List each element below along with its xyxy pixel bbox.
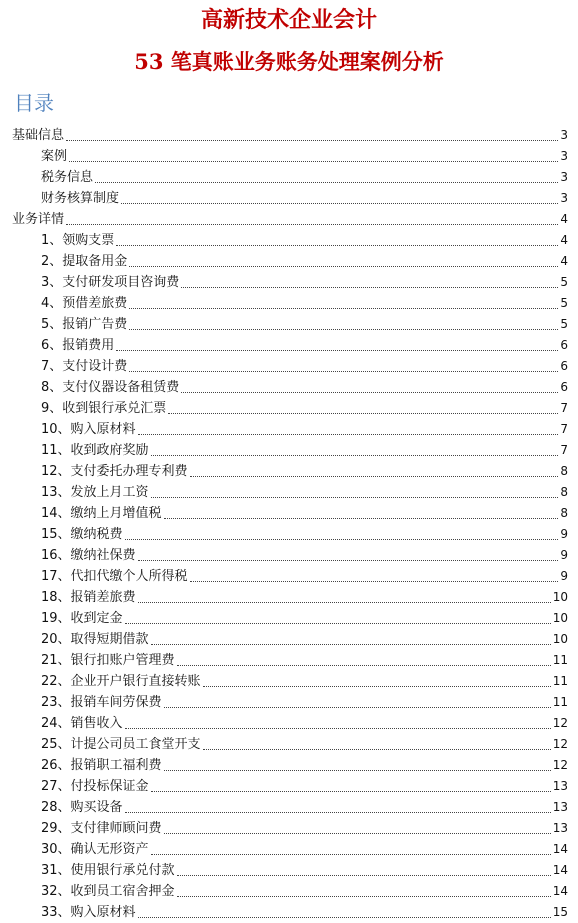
toc-entry[interactable] xyxy=(12,566,568,587)
toc-entry-label: 2、提取备用金 xyxy=(41,254,128,269)
toc-dot-leader xyxy=(66,224,558,225)
toc-dot-leader xyxy=(164,770,551,771)
toc-entry-label: 13、发放上月工资 xyxy=(41,485,149,500)
toc-entry-label: 9、收到银行承兑汇票 xyxy=(41,401,167,416)
toc-dot-leader xyxy=(151,791,551,792)
toc-dot-leader xyxy=(125,539,559,540)
toc-entry[interactable] xyxy=(12,272,568,293)
toc-dot-leader xyxy=(138,602,551,603)
toc-entry-page-number: 3 xyxy=(560,128,568,142)
toc-dot-leader xyxy=(129,371,558,372)
toc-entry-label: 26、报销职工福利费 xyxy=(41,758,162,773)
toc-entry-page-number: 13 xyxy=(552,779,568,793)
toc-entry-label: 31、使用银行承兑付款 xyxy=(41,863,175,878)
toc-entry-page-number: 4 xyxy=(560,212,568,226)
toc-dot-leader xyxy=(125,728,551,729)
toc-entry[interactable] xyxy=(12,881,568,902)
toc-entry-page-number: 3 xyxy=(560,149,568,163)
toc-entry-page-number: 11 xyxy=(552,695,568,709)
toc-entry-page-number: 7 xyxy=(560,443,568,457)
toc-dot-leader xyxy=(116,245,558,246)
toc-entry-page-number: 10 xyxy=(552,611,568,625)
toc-dot-leader xyxy=(151,644,551,645)
toc-entry-page-number: 7 xyxy=(560,401,568,415)
toc-entry-label: 4、预借差旅费 xyxy=(41,296,128,311)
toc-entry[interactable] xyxy=(12,545,568,566)
toc-entry[interactable] xyxy=(12,902,568,923)
toc-entry-label: 19、收到定金 xyxy=(41,611,123,626)
toc-entry[interactable] xyxy=(12,650,568,671)
toc-dot-leader xyxy=(164,833,551,834)
toc-entry-label: 29、支付律师顾问费 xyxy=(41,821,162,836)
toc-entry-label: 案例 xyxy=(41,149,68,164)
toc-entry[interactable] xyxy=(12,797,568,818)
toc-entry[interactable] xyxy=(12,440,568,461)
toc-entry[interactable] xyxy=(12,335,568,356)
toc-entry-label: 7、支付设计费 xyxy=(41,359,128,374)
toc-entry[interactable] xyxy=(12,671,568,692)
toc-dot-leader xyxy=(190,476,559,477)
toc-entry-page-number: 9 xyxy=(560,548,568,562)
toc-dot-leader xyxy=(203,749,551,750)
toc-entry-page-number: 8 xyxy=(560,485,568,499)
toc-entry-page-number: 3 xyxy=(560,170,568,184)
toc-entry-label: 12、支付委托办理专利费 xyxy=(41,464,188,479)
toc-entry-label: 32、收到员工宿舍押金 xyxy=(41,884,175,899)
toc-entry-page-number: 8 xyxy=(560,506,568,520)
toc-entry-page-number: 11 xyxy=(552,674,568,688)
toc-dot-leader xyxy=(121,203,558,204)
toc-entry-page-number: 10 xyxy=(552,632,568,646)
toc-entry[interactable] xyxy=(12,377,568,398)
toc-dot-leader xyxy=(181,392,558,393)
toc-entry[interactable] xyxy=(12,230,568,251)
toc-dot-leader xyxy=(138,917,551,918)
toc-entry-label: 1、领购支票 xyxy=(41,233,115,248)
toc-dot-leader xyxy=(151,455,559,456)
toc-entry-page-number: 9 xyxy=(560,527,568,541)
toc-entry-page-number: 6 xyxy=(560,338,568,352)
toc-entry[interactable] xyxy=(12,860,568,881)
toc-dot-leader xyxy=(125,623,551,624)
toc-entry-label: 24、销售收入 xyxy=(41,716,123,731)
toc-entry-label: 16、缴纳社保费 xyxy=(41,548,136,563)
toc-entry-label: 17、代扣代缴个人所得税 xyxy=(41,569,188,584)
toc-dot-leader xyxy=(69,161,558,162)
toc-dot-leader xyxy=(129,266,558,267)
toc-dot-leader xyxy=(151,854,551,855)
toc-entry-page-number: 6 xyxy=(560,359,568,373)
toc-entry-page-number: 9 xyxy=(560,569,568,583)
toc-entry-label: 23、报销车间劳保费 xyxy=(41,695,162,710)
toc-entry[interactable] xyxy=(12,125,568,146)
toc-dot-leader xyxy=(164,707,551,708)
toc-entry-page-number: 4 xyxy=(560,254,568,268)
toc-entry-page-number: 7 xyxy=(560,422,568,436)
toc-entry[interactable] xyxy=(12,251,568,272)
toc-entry-label: 3、支付研发项目咨询费 xyxy=(41,275,180,290)
toc-entry-label: 30、确认无形资产 xyxy=(41,842,149,857)
toc-entry-label: 财务核算制度 xyxy=(41,191,120,206)
toc-entry-label: 6、报销费用 xyxy=(41,338,115,353)
toc-entry-label: 22、企业开户银行直接转账 xyxy=(41,674,201,689)
toc-entry[interactable] xyxy=(12,692,568,713)
toc-dot-leader xyxy=(129,329,558,330)
toc-entry[interactable] xyxy=(12,818,568,839)
toc-entry-label: 税务信息 xyxy=(41,170,94,185)
toc-entry-page-number: 11 xyxy=(552,653,568,667)
toc-dot-leader xyxy=(66,140,558,141)
toc-entry[interactable] xyxy=(12,776,568,797)
toc-entry-label: 基础信息 xyxy=(12,128,65,143)
toc-entry[interactable] xyxy=(12,755,568,776)
toc-entry[interactable] xyxy=(12,293,568,314)
toc-entry[interactable] xyxy=(12,713,568,734)
toc-entry-page-number: 13 xyxy=(552,821,568,835)
toc-dot-leader xyxy=(181,287,558,288)
toc-dot-leader xyxy=(138,560,559,561)
toc-entry-label: 18、报销差旅费 xyxy=(41,590,136,605)
toc-entry-page-number: 5 xyxy=(560,317,568,331)
toc-dot-leader xyxy=(138,434,559,435)
toc-entry-page-number: 12 xyxy=(552,758,568,772)
toc-entry[interactable] xyxy=(12,188,568,209)
toc-dot-leader xyxy=(177,875,551,876)
toc-entry-page-number: 4 xyxy=(560,233,568,247)
document-subtitle: 53 笔真账业务账务处理案例分析 xyxy=(134,49,444,74)
toc-dot-leader xyxy=(164,518,559,519)
toc-entry-page-number: 10 xyxy=(552,590,568,604)
toc-entry-label: 8、支付仪器设备租赁费 xyxy=(41,380,180,395)
toc-entry-page-number: 6 xyxy=(560,380,568,394)
toc-heading: 目录 xyxy=(14,91,54,115)
toc-entry-label: 21、银行扣账户管理费 xyxy=(41,653,175,668)
toc-entry-label: 15、缴纳税费 xyxy=(41,527,123,542)
toc-dot-leader xyxy=(95,182,558,183)
toc-entry[interactable] xyxy=(12,419,568,440)
toc-entry-page-number: 15 xyxy=(552,905,568,919)
toc-entry-page-number: 12 xyxy=(552,737,568,751)
toc-entry[interactable] xyxy=(12,839,568,860)
document-title: 高新技术企业会计 xyxy=(200,7,377,33)
toc-entry-label: 业务详情 xyxy=(12,212,65,227)
toc-dot-leader xyxy=(177,665,551,666)
toc-entry-label: 27、付投标保证金 xyxy=(41,779,149,794)
toc-entry[interactable] xyxy=(12,314,568,335)
toc-entry-page-number: 12 xyxy=(552,716,568,730)
toc-entry-page-number: 5 xyxy=(560,296,568,310)
toc-dot-leader xyxy=(177,896,551,897)
toc-entry-label: 14、缴纳上月增值税 xyxy=(41,506,162,521)
toc-entry[interactable] xyxy=(12,209,568,230)
toc-entry[interactable] xyxy=(12,482,568,503)
toc-entry-label: 33、购入原材料 xyxy=(41,905,136,920)
toc-entry[interactable] xyxy=(12,146,568,167)
toc-entry[interactable] xyxy=(12,587,568,608)
toc-entry-label: 28、购买设备 xyxy=(41,800,123,815)
toc-dot-leader xyxy=(116,350,558,351)
toc-entry[interactable] xyxy=(12,608,568,629)
toc-dot-leader xyxy=(129,308,558,309)
toc-entry[interactable] xyxy=(12,398,568,419)
toc-dot-leader xyxy=(190,581,559,582)
toc-entry[interactable] xyxy=(12,356,568,377)
toc-dot-leader xyxy=(168,413,558,414)
toc-entry-label: 5、报销广告费 xyxy=(41,317,128,332)
toc-dot-leader xyxy=(125,812,551,813)
toc-entry[interactable] xyxy=(12,524,568,545)
toc-entry-label: 10、购入原材料 xyxy=(41,422,136,437)
toc-entry[interactable] xyxy=(12,167,568,188)
toc-entry[interactable] xyxy=(12,461,568,482)
toc-entry-page-number: 5 xyxy=(560,275,568,289)
toc-entry-page-number: 3 xyxy=(560,191,568,205)
toc-entry-label: 20、取得短期借款 xyxy=(41,632,149,647)
toc-entry-page-number: 8 xyxy=(560,464,568,478)
toc-dot-leader xyxy=(203,686,551,687)
toc-entry-page-number: 14 xyxy=(552,842,568,856)
toc-dot-leader xyxy=(151,497,559,498)
toc-entry[interactable] xyxy=(12,629,568,650)
toc-entry-page-number: 13 xyxy=(552,800,568,814)
table-of-contents xyxy=(12,125,568,923)
toc-entry[interactable] xyxy=(12,503,568,524)
toc-entry[interactable] xyxy=(12,734,568,755)
toc-entry-page-number: 14 xyxy=(552,863,568,877)
toc-entry-label: 11、收到政府奖励 xyxy=(41,443,149,458)
toc-entry-label: 25、计提公司员工食堂开支 xyxy=(41,737,201,752)
toc-entry-page-number: 14 xyxy=(552,884,568,898)
